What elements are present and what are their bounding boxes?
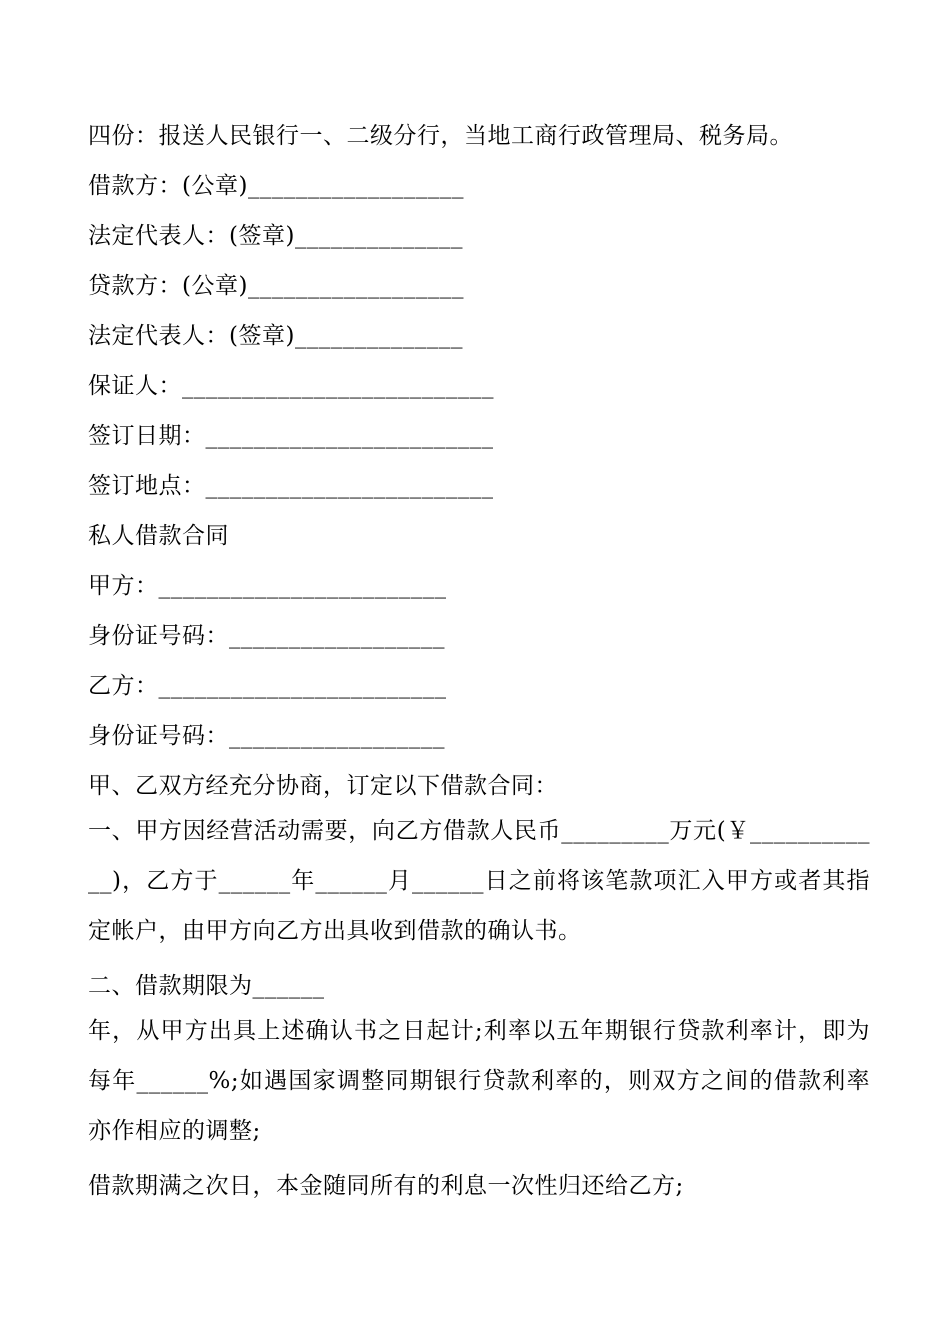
party-b-id-line: 身份证号码：__________________: [88, 723, 445, 749]
report-copies-line: 四份：报送人民银行一、二级分行，当地工商行政管理局、税务局。: [88, 123, 793, 149]
guarantor-line: 保证人：__________________________: [88, 373, 494, 399]
clause-2-heading: 二、借款期限为______: [88, 973, 325, 999]
clause-1-paragraph: 一、甲方因经营活动需要，向乙方借款人民币_________万元(￥____________)，乙方于______年______月______日之前将该笔款项汇入甲方或者其指定帐户，由甲方向乙方出具收到借款的确认书。: [88, 818, 870, 944]
borrower-seal-line: 借款方：(公章)__________________: [88, 173, 464, 199]
lender-seal-line: 贷款方：(公章)__________________: [88, 273, 464, 299]
clause-2-tail-line: 借款期满之次日，本金随同所有的利息一次性归还给乙方;: [88, 1173, 684, 1199]
party-a-id-line: 身份证号码：__________________: [88, 623, 445, 649]
borrower-representative-line: 法定代表人：(签章)______________: [88, 223, 463, 249]
agreement-intro-line: 甲、乙双方经充分协商，订定以下借款合同：: [88, 773, 558, 799]
party-a-line: 甲方：________________________: [88, 573, 447, 599]
signing-date-line: 签订日期：________________________: [88, 423, 494, 449]
signing-place-line: 签订地点：________________________: [88, 473, 494, 499]
contract-title: 私人借款合同: [88, 523, 229, 549]
clause-2-paragraph: 年，从甲方出具上述确认书之日起计;利率以五年期银行贷款利率计，即为每年______%;如遇国家调整同期银行贷款利率的，则双方之间的借款利率亦作相应的调整;: [88, 1018, 870, 1144]
lender-representative-line: 法定代表人：(签章)______________: [88, 323, 463, 349]
party-b-line: 乙方：________________________: [88, 673, 447, 699]
